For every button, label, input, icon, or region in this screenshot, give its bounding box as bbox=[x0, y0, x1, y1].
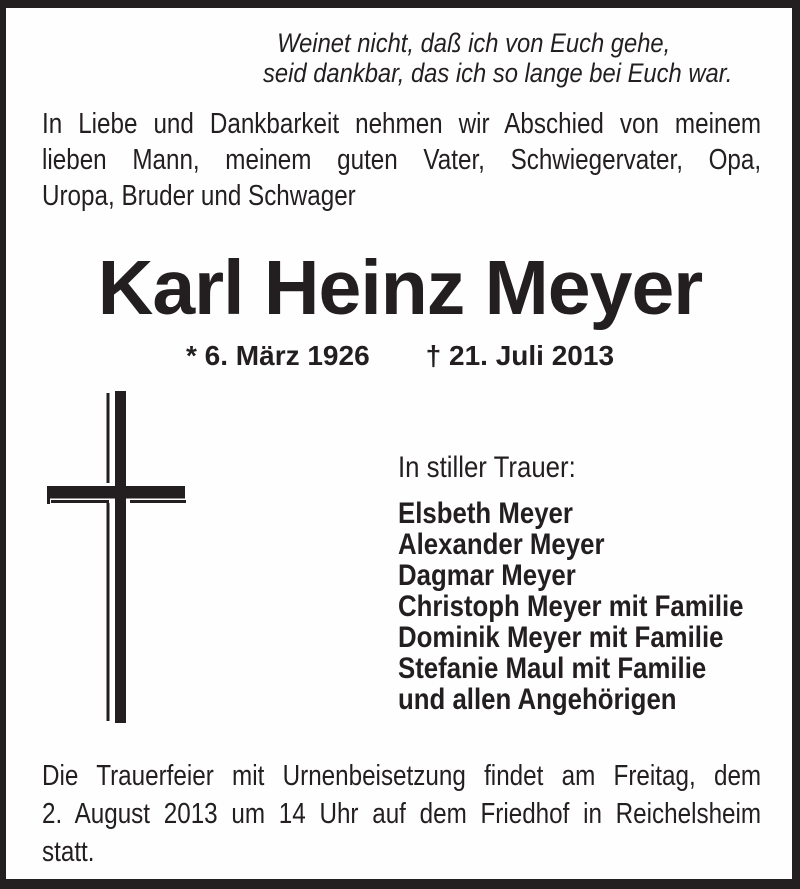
funeral-line1: Die Trauerfeier mit Urnenbeisetzung findet am Freitag, dem bbox=[42, 760, 762, 792]
mourner-name: Dominik Meyer mit Familie bbox=[398, 621, 724, 654]
intro-line2: lieben Mann, meinem guten Vater, Schwiegervater, Opa, bbox=[42, 144, 762, 176]
life-dates bbox=[0, 341, 800, 371]
epitaph-quote-line1: Weinet nicht, daß ich von Euch gehe, bbox=[277, 28, 671, 58]
birth-date: * 6. März 1926 bbox=[185, 340, 370, 371]
frame-border-left bbox=[0, 0, 6, 889]
mourners-block bbox=[398, 452, 744, 715]
death-date: † 21. Juli 2013 bbox=[425, 340, 615, 371]
frame-border-top bbox=[0, 0, 800, 8]
mourner-name: und allen Angehörigen bbox=[398, 683, 677, 716]
mourner-name: Alexander Meyer bbox=[398, 528, 605, 561]
funeral-details bbox=[42, 757, 761, 871]
funeral-line3: statt. bbox=[42, 836, 95, 868]
frame-border-right bbox=[792, 0, 800, 889]
cross-icon bbox=[40, 388, 190, 728]
mourners-heading: In stiller Trauer: bbox=[398, 451, 576, 484]
intro-paragraph bbox=[42, 106, 761, 214]
intro-line3: Uropa, Bruder und Schwager bbox=[42, 180, 356, 212]
intro-line1: In Liebe und Dankbarkeit nehmen wir Abschied von meinem bbox=[42, 108, 762, 140]
mourner-name: Elsbeth Meyer bbox=[398, 497, 573, 530]
deceased-name: Karl Heinz Meyer bbox=[97, 245, 703, 331]
funeral-line2: 2. August 2013 um 14 Uhr auf dem Friedhof in Reichelsheim bbox=[42, 798, 762, 830]
mourner-name: Stefanie Maul mit Familie bbox=[398, 652, 707, 685]
mourner-name: Christoph Meyer mit Familie bbox=[398, 590, 744, 623]
mourner-name: Dagmar Meyer bbox=[398, 559, 576, 592]
epitaph-quote-line2: seid dankbar, das ich so lange bei Euch war. bbox=[263, 58, 733, 88]
epitaph-quote bbox=[263, 28, 732, 88]
frame-border-bottom bbox=[0, 879, 800, 889]
